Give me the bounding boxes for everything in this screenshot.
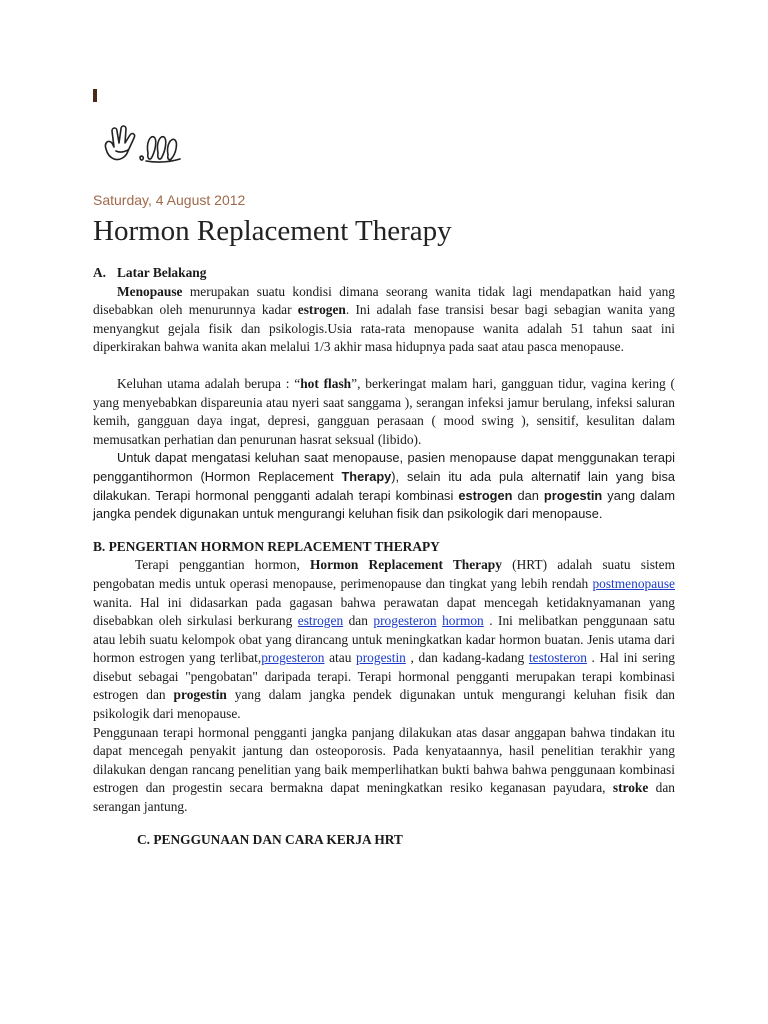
section-a-title: Latar Belakang	[117, 265, 207, 280]
link-progesteron-2[interactable]: progesteron	[261, 650, 325, 666]
link-postmenopause[interactable]: postmenopause	[592, 575, 675, 591]
text-run: (HRT) adalah suatu sistem pengobatan medis untuk operasi menopause, perimenopause dan tingkat yang lebih rendah	[93, 557, 676, 591]
hand-drawn-hand-logo-icon	[100, 123, 195, 169]
link-hormon[interactable]: hormon	[442, 613, 484, 629]
marker-bar-icon	[93, 89, 97, 102]
bold-term: estrogen	[458, 487, 513, 503]
bold-term: progestin	[173, 687, 227, 703]
text-run: merupakan suatu kondisi dimana seorang wanita tidak lagi mendapatkan haid yang disebabkan oleh menurunnya kadar	[93, 283, 675, 318]
bold-term: stroke	[612, 780, 649, 796]
paragraph-terapi	[93, 449, 675, 523]
text-run: ), selain itu ada pula alternatif lain yang bisa dilakukan. Terapi hormonal pengganti adalah terapi kombinasi	[93, 468, 676, 503]
section-c-heading: C. PENGGUNAAN DAN CARA KERJA HRT	[137, 831, 403, 847]
bold-term: Menopause	[117, 283, 183, 299]
text-run: atau	[324, 650, 357, 666]
link-progesteron[interactable]: progesteron	[373, 613, 437, 629]
text-run: Penggunaan terapi hormonal pengganti jangka panjang dilakukan atas dasar anggapan bahwa tindakan itu dapat mencegah penyakit jantung dan osteoporosis. Pada kenyataannya, hasil penelitian terakhir yang dilakukan dengan rancang penelitian yang baik memperlihatkan bukti bahwa bahwa penggunaan kombinasi estrogen dan progestin secara bermakna dapat meningkatkan resiko keganasan payudara,	[93, 724, 675, 796]
text-run: . Ini melibatkan penggunaan satu atau lebih suatu kelompok obat yang dirancang untuk meningkatkan kadar hormon buatan. Jenis utama dari hormon estrogen yang terlibat,	[93, 613, 676, 666]
text-run: wanita. Hal ini didasarkan pada gagasan bahwa perawatan dapat mencegah ketidaknyamanan yang disebabkan oleh sirkulasi berkurang	[93, 594, 675, 629]
link-testosteron[interactable]: testosteron	[528, 650, 587, 666]
bold-term: hot flash	[300, 375, 352, 391]
text-run: . Ini adalah fase transisi besar bagi sebagian wanita yang menyangkut gejala fisik dan psikologis.Usia rata-rata menopause wanita adalah 51 tahun saat ini diperkirakan bahwa wanita akan melalui 1/3 akhir masa hidupnya pada saat atau pasca menopause.	[93, 302, 675, 355]
text-run: ”, berkeringat malam hari, gangguan tidur, vagina kering ( yang menyebabkan dispareunia atau nyeri saat sanggama ), serangan infeksi jamur berulang, infeksi saluran kemih, gangguan daya ingat, depresi, gangguan perasaan ( mood swing ), sensitif, kesulitan dalam memusatkan perhatian dan penurunan hasrat seksual (libido).	[93, 375, 676, 447]
bold-term: Therapy	[341, 468, 392, 484]
text-run: Terapi penggantian hormon,	[135, 557, 310, 573]
bold-term: estrogen	[297, 302, 346, 318]
text-run: yang dalam jangka pendek digunakan untuk mengurangi keluhan fisik dan psikologik dari menopause.	[93, 487, 675, 522]
section-b-heading: B. PENGERTIAN HORMON REPLACEMENT THERAPY	[93, 538, 440, 554]
link-progestin[interactable]: progestin	[356, 650, 406, 666]
text-run: dan	[343, 613, 374, 629]
text-run: dan	[512, 487, 544, 503]
text-run: Untuk dapat mengatasi keluhan saat menopause, pasien menopause dapat menggunakan terapi penggantihormon (Hormon Replacement	[93, 450, 675, 484]
paragraph-pengertian	[93, 556, 675, 723]
link-estrogen[interactable]: estrogen	[297, 613, 344, 629]
paragraph-menopause	[93, 283, 675, 357]
bold-term: Hormon Replacement Therapy	[310, 557, 502, 573]
post-title[interactable]: Hormon Replacement Therapy	[93, 215, 452, 247]
text-run: yang dalam jangka pendek digunakan untuk mengurangi keluhan fisik dan psikologik dari menopause.	[93, 687, 675, 722]
text-run: . Hal ini sering disebut sebagai "pengobatan" daripada terapi. Terapi hormonal pengganti merupakan terapi kombinasi estrogen dan	[93, 650, 676, 703]
text-run: Keluhan utama adalah berupa : “	[117, 375, 301, 391]
paragraph-penggunaan	[93, 724, 675, 817]
post-body	[93, 264, 675, 849]
paragraph-keluhan	[93, 375, 675, 449]
text-run: , dan kadang-kadang	[405, 650, 529, 666]
bold-term: progestin	[543, 487, 603, 503]
post-date: Saturday, 4 August 2012	[93, 192, 246, 208]
section-a-label: A.	[93, 265, 107, 280]
section-a-heading	[93, 264, 675, 283]
text-run: dan serangan jantung.	[93, 780, 675, 815]
